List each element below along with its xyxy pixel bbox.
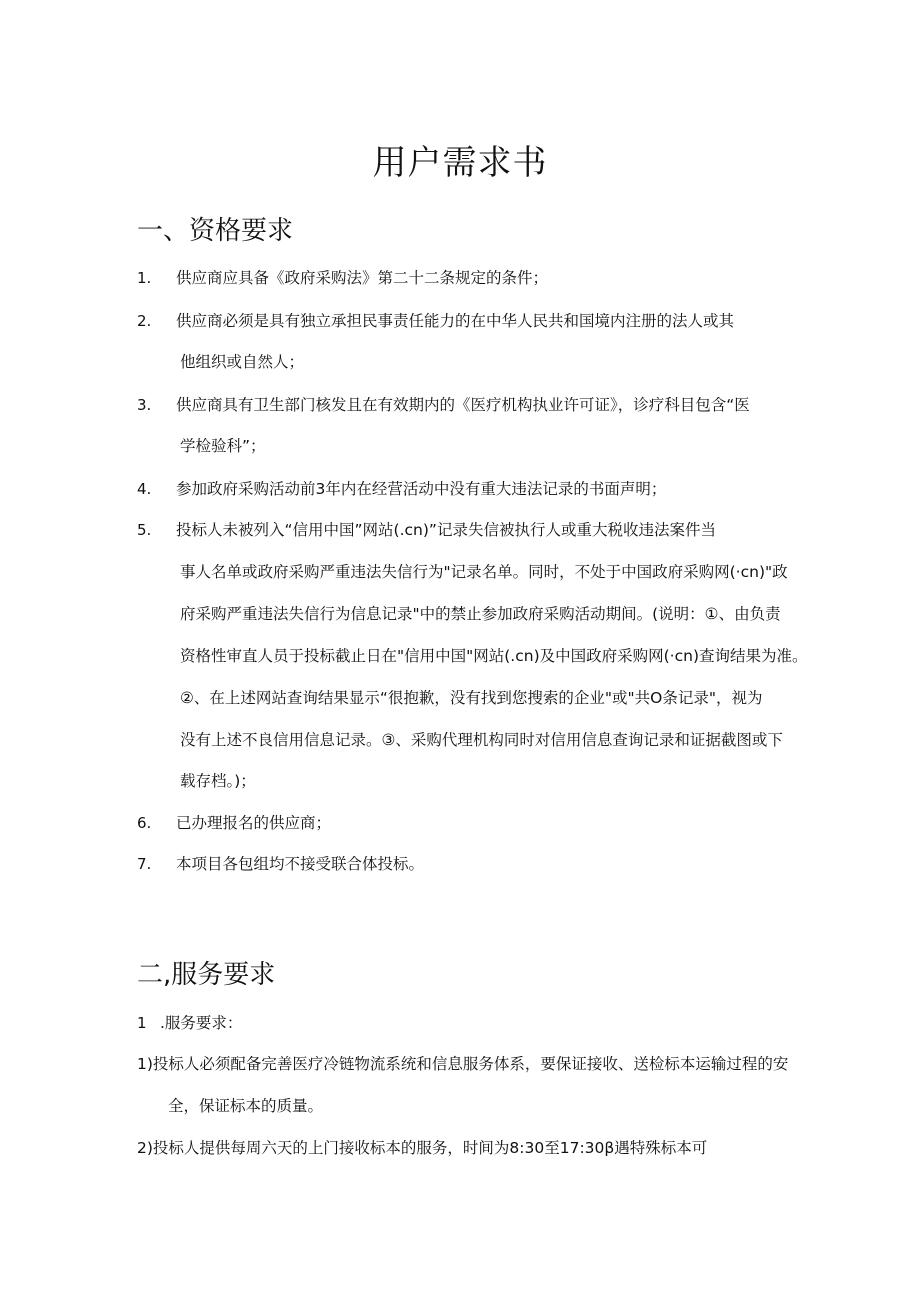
- item-number: 7.: [137, 855, 152, 873]
- paragraph-line: 全，保证标本的质量。: [168, 1097, 324, 1115]
- item-text: 投标人未被列入“信用中国”网站(.cn)”记录失信被执行人或重大税收违法案件当: [176, 521, 716, 539]
- item-text: 学检验科”；: [180, 437, 266, 455]
- item-text: 参加政府采购活动前3年内在经营活动中没有重大违法记录的书面声明；: [176, 480, 667, 498]
- item-text: 事人名单或政府采购严重违法失信行为"记录名单。同时，不处于中国政府采购网(·cn)"政: [180, 563, 788, 581]
- item-text: 载存档。)；: [180, 772, 256, 790]
- section-heading-qualification: 一、资格要求: [137, 216, 294, 246]
- item-text: 没有上述不良信用信息记录。③、采购代理机构同时对信用信息查询记录和证据截图或下: [180, 731, 783, 749]
- item-text: 府采购严重违法失信行为信息记录"中的禁止参加政府采购活动期间。(说明：①、由负责: [180, 605, 781, 623]
- sub-heading: .服务要求：: [160, 1014, 243, 1032]
- item-number: 3.: [137, 396, 152, 414]
- section-heading-service: 二,服务要求: [137, 960, 276, 990]
- item-text: 供应商必须是具有独立承担民事责任能力的在中华人民共和国境内注册的法人或其: [176, 312, 735, 330]
- item-number: 5.: [137, 521, 152, 539]
- sub-number: 1: [137, 1014, 147, 1032]
- item-text: 资格性审直人员于投标截止日在"信用中国"网站(.cn)及中国政府采购网(·cn)查询结果为准。: [180, 647, 808, 665]
- item-text: 他组织或自然人；: [180, 353, 305, 371]
- item-text: 已办理报名的供应商；: [176, 814, 332, 832]
- item-number: 1.: [137, 269, 152, 287]
- item-text: 供应商应具备《政府采购法》第二十二条规定的条件；: [176, 269, 549, 287]
- item-text: ②、在上述网站查询结果显示“很抱歉，没有找到您搜索的企业"或"共O条记录"，视为: [180, 689, 763, 707]
- paragraph-line: 1)投标人必须配备完善医疗冷链物流系统和信息服务体系，要保证接收、送检标本运输过程的安: [137, 1055, 789, 1073]
- item-number: 2.: [137, 312, 152, 330]
- item-text: 供应商具有卫生部门核发且在有效期内的《医疗机构执业许可证》，诊疗科目包含“医: [176, 396, 750, 414]
- paragraph-line: 2)投标人提供每周六天的上门接收标本的服务，时间为8:30至17:30β遇特殊标本可: [137, 1139, 708, 1157]
- item-number: 4.: [137, 480, 152, 498]
- item-number: 6.: [137, 814, 152, 832]
- document-title: 用户需求书: [372, 143, 548, 183]
- item-text: 本项目各包组均不接受联合体投标。: [176, 855, 425, 873]
